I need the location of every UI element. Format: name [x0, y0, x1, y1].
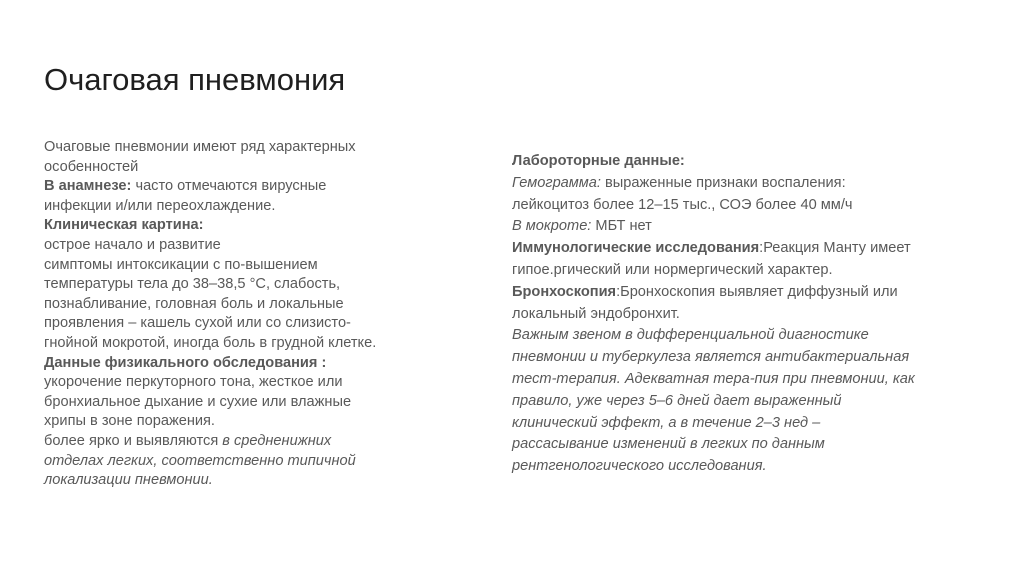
anamnesis-label: В анамнезе:: [44, 178, 132, 195]
clinical-heading: Клиническая картина:: [44, 217, 204, 234]
conclusion-text: правило, уже через 5–6 дней дает выраженный: [512, 392, 842, 409]
slide-title: Очаговая пневмония: [44, 62, 346, 97]
intro-line: особенностей: [44, 158, 139, 175]
immuno-text: :Реакция Манту имеет: [759, 240, 911, 257]
clinical-line: познабливание, головная боль и локальные: [44, 295, 344, 312]
sputum-line: [512, 216, 962, 238]
conclusion-text: Важным звеном в дифференциальной диагностике: [512, 327, 869, 344]
clinical-line: температуры тела до 38–38,5 °С, слабость,: [44, 276, 341, 293]
physical-line: укорочение перкуторного тона, жесткое или: [44, 374, 343, 391]
broncho-line: [512, 282, 962, 304]
immuno-label: Иммунологические исследования: [512, 240, 760, 257]
hemogram-line: [512, 173, 962, 195]
physical-heading-line: [44, 354, 404, 374]
immuno-line: гипое.ргический или нормергический характер.: [512, 261, 833, 278]
broncho-line: локальный эндобронхит.: [512, 305, 680, 322]
physical-italic-text: в средненижних: [222, 432, 332, 449]
physical-line: хрипы в зоне поражения.: [44, 413, 215, 430]
clinical-heading-line: [44, 216, 404, 236]
sputum-text: МБТ нет: [591, 218, 652, 235]
conclusion-text: рентгенологического исследования.: [512, 458, 767, 475]
conclusion-line: [512, 434, 962, 456]
physical-italic-text: локализации пневмонии.: [44, 472, 213, 489]
conclusion-line: [512, 325, 962, 347]
intro-line: Очаговые пневмонии имеют ряд характерных: [44, 139, 356, 155]
hemogram-label: Гемограмма:: [512, 174, 601, 191]
broncho-label: Бронхоскопия: [512, 283, 617, 300]
anamnesis-text: часто отмечаются вирусные: [131, 178, 327, 195]
physical-line: бронхиальное дыхание и сухие или влажные: [44, 393, 352, 410]
clinical-line: симптомы интоксикации с по-вышением: [44, 256, 318, 273]
broncho-text: :Бронхоскопия выявляет диффузный или: [616, 283, 898, 300]
physical-heading: Данные физикального обследования :: [44, 354, 327, 371]
conclusion-text: клинический эффект, а в течение 2–3 нед –: [512, 414, 821, 431]
physical-line: [44, 471, 404, 491]
immuno-line: [512, 238, 962, 260]
physical-line: [44, 452, 404, 472]
clinical-line: гнойной мокротой, иногда боль в грудной клетке.: [44, 334, 377, 351]
lab-heading-line: [512, 151, 962, 173]
physical-text: более ярко и выявляются: [44, 432, 223, 449]
conclusion-text: пневмонии и туберкулеза является антибактериальная: [512, 349, 910, 366]
anamnesis-line: [44, 177, 404, 197]
physical-line: [44, 432, 404, 452]
conclusion-line: [512, 347, 962, 369]
conclusion-line: [512, 456, 962, 478]
right-text-column: [512, 151, 962, 478]
clinical-line: проявления – кашель сухой или со слизисто-: [44, 315, 351, 332]
conclusion-text: рассасывание изменений в легких по данным: [512, 436, 825, 453]
lab-heading: Лабороторные данные:: [512, 153, 685, 169]
physical-italic-text: отделах легких, соответственно типичной: [44, 452, 356, 469]
conclusion-line: [512, 369, 962, 391]
hemogram-line: лейкоцитоз более 12–15 тыс., СОЭ более 40 мм/ч: [512, 196, 853, 213]
conclusion-line: [512, 413, 962, 435]
sputum-label: В мокроте:: [512, 218, 592, 235]
conclusion-line: [512, 391, 962, 413]
anamnesis-line: инфекции и/или переохлаждение.: [44, 197, 276, 214]
hemogram-text: выраженные признаки воспаления:: [600, 174, 846, 191]
conclusion-text: тест-терапия. Адекватная тера-пия при пневмонии, как: [512, 370, 915, 387]
clinical-line: острое начало и развитие: [44, 236, 221, 253]
left-text-column: [44, 138, 404, 491]
